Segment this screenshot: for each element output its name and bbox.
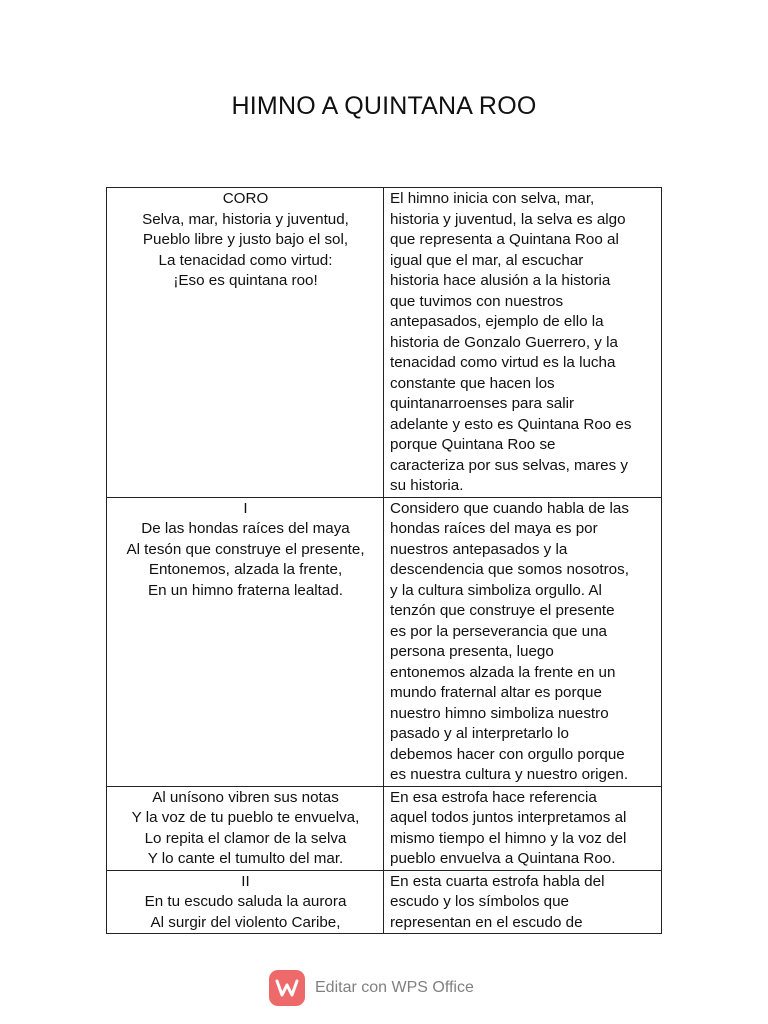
verse-line: Pueblo libre y justo bajo el sol, xyxy=(142,231,349,248)
verse-line: En un himno fraterna lealtad. xyxy=(147,581,344,599)
verse-line: I xyxy=(243,499,248,517)
comment-line: tenzón que construye el presente xyxy=(390,602,615,619)
comment-line: es por la perseverancia que una xyxy=(390,622,607,640)
verse-line: Y la voz de tu pueblo te envuelva, xyxy=(131,809,360,826)
comment-line: historia hace alusión a la historia xyxy=(390,272,611,289)
comment-line: debemos hacer con orgullo porque xyxy=(390,745,625,763)
table-row xyxy=(107,188,662,498)
comment-line: nuestros antepasados y la xyxy=(390,540,568,558)
hymn-analysis-table xyxy=(106,187,662,934)
comment-line: aquel todos juntos interpretamos al xyxy=(390,809,627,826)
comment-line: Considero que cuando habla de las xyxy=(390,499,629,517)
comment-line: adelante y esto es Quintana Roo es xyxy=(390,415,632,433)
comment-line: descendencia que somos nosotros, xyxy=(390,561,629,578)
comment-line: hondas raíces del maya es por xyxy=(390,520,598,537)
comment-line: representan en el escudo de xyxy=(390,913,583,931)
comment-line: escudo y los símbolos que xyxy=(390,893,569,910)
verse-cell xyxy=(107,870,384,934)
verse-line: Selva, mar, historia y juventud, xyxy=(142,210,349,228)
verse-line: En tu escudo saluda la aurora xyxy=(144,893,347,910)
wps-office-logo-icon[interactable] xyxy=(269,970,305,1006)
verse-line: Al unísono vibren sus notas xyxy=(152,788,339,806)
table-row xyxy=(107,497,662,786)
comment-cell xyxy=(384,786,662,870)
comment-line: que representa a Quintana Roo al xyxy=(390,231,619,248)
comment-line: pueblo envuelva a Quintana Roo. xyxy=(390,850,616,867)
comment-cell xyxy=(384,497,662,786)
comment-line: En esa estrofa hace referencia xyxy=(390,788,597,806)
comment-line: antepasados, ejemplo de ello la xyxy=(390,313,604,330)
verse-line: De las hondas raíces del maya xyxy=(141,520,350,537)
comment-line: pasado y al interpretarlo lo xyxy=(390,725,569,742)
comment-line: historia y juventud, la selva es algo xyxy=(390,210,626,228)
verse-line: Al tesón que construye el presente, xyxy=(126,540,365,558)
wps-edit-banner[interactable] xyxy=(269,970,474,1006)
verse-cell xyxy=(107,497,384,786)
comment-line: persona presenta, luego xyxy=(390,643,554,660)
comment-line: constante que hacen los xyxy=(390,374,555,392)
document-title: HIMNO A QUINTANA ROO xyxy=(231,92,537,120)
comment-line: caracteriza por sus selvas, mares y xyxy=(390,456,629,474)
comment-line: quintanarroenses para salir xyxy=(390,395,575,412)
verse-line: CORO xyxy=(222,190,269,207)
verse-line: Lo repita el clamor de la selva xyxy=(144,829,347,847)
comment-line: tenacidad como virtud es la lucha xyxy=(390,354,616,371)
comment-line: y la cultura simboliza orgullo. Al xyxy=(390,581,602,599)
comment-line: El himno inicia con selva, mar, xyxy=(390,190,595,207)
table-row xyxy=(107,870,662,934)
comment-line: En esta cuarta estrofa habla del xyxy=(390,872,605,890)
comment-line: es nuestra cultura y nuestro origen. xyxy=(390,766,629,783)
comment-line: historia de Gonzalo Guerrero, y la xyxy=(390,333,618,351)
comment-line: igual que el mar, al escuchar xyxy=(390,251,584,269)
comment-line: entonemos alzada la frente en un xyxy=(390,663,616,681)
comment-line: mismo tiempo el himno y la voz del xyxy=(390,829,627,847)
verse-cell xyxy=(107,786,384,870)
comment-line: nuestro himno simboliza nuestro xyxy=(390,704,609,722)
verse-line: Al surgir del violento Caribe, xyxy=(150,913,341,931)
comment-line: mundo fraternal altar es porque xyxy=(390,684,602,701)
edit-with-wps-link[interactable]: Editar con WPS Office xyxy=(315,979,474,996)
comment-line: que tuvimos con nuestros xyxy=(390,292,564,310)
comment-cell xyxy=(384,188,662,498)
verse-line: Y lo cante el tumulto del mar. xyxy=(147,850,344,867)
comment-line: porque Quintana Roo se xyxy=(390,436,556,453)
verse-cell xyxy=(107,188,384,498)
comment-line: su historia. xyxy=(390,477,464,494)
verse-line: ¡Eso es quintana roo! xyxy=(173,272,318,289)
verse-line: Entonemos, alzada la frente, xyxy=(148,561,343,578)
verse-line: II xyxy=(241,872,250,890)
comment-cell xyxy=(384,870,662,934)
verse-line: La tenacidad como virtud: xyxy=(158,251,333,269)
table-row xyxy=(107,786,662,870)
